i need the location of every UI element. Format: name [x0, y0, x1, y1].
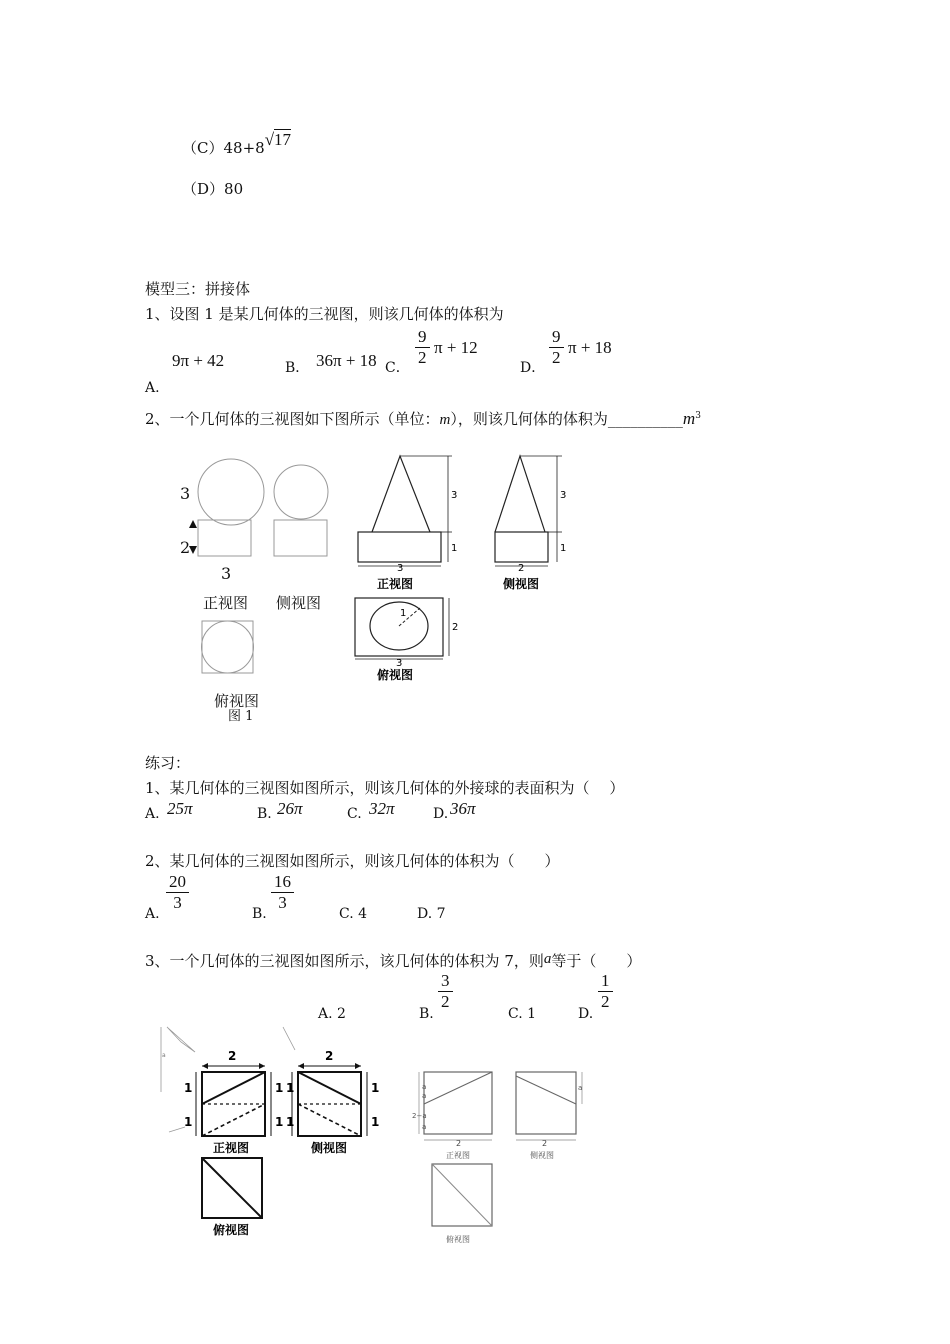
- practice-q3-opt-d-fraction: [598, 972, 613, 1012]
- arrow-up-icon: [189, 520, 197, 528]
- sqrt-radicand: 17: [274, 130, 292, 149]
- fig3-side-row1-right: 1: [371, 1081, 380, 1095]
- q1-option-a-expr: 9π + 42: [172, 351, 225, 370]
- fig1-side-label: 侧视图: [276, 594, 322, 612]
- practice-q1-opt-c-label: C.: [347, 806, 362, 822]
- fig4-side-a: a: [578, 1084, 583, 1092]
- prev-option-c: [182, 130, 292, 158]
- side-view-line: [516, 1076, 576, 1104]
- q1-option-c-fraction: [415, 328, 430, 368]
- practice-q1-opt-a-label: A.: [145, 806, 160, 822]
- question-2-text: [145, 408, 701, 429]
- fraction-denominator: 2: [552, 348, 561, 367]
- practice-q1-opt-b-label: B.: [257, 806, 272, 822]
- side-dim-width: 2: [518, 563, 525, 574]
- fraction-numerator: 9: [549, 328, 564, 348]
- q1-option-a-label: A.: [145, 380, 160, 396]
- front-view-base: [358, 532, 441, 562]
- fig4-front-a2: a: [422, 1092, 427, 1100]
- fig3-side-row2-right: 1: [371, 1115, 380, 1129]
- fig3-front-row2-left: 1: [184, 1115, 193, 1129]
- practice-q1-opt-c-value: 32π: [369, 799, 395, 818]
- front-view-rect: [198, 520, 251, 556]
- arrow-left-icon: [202, 1063, 208, 1069]
- q2-text-b: ），则该几何体的体积为__________: [450, 410, 683, 428]
- prev-option-c-label: （C）48+8: [182, 139, 265, 157]
- fig4-top-label: 俯视图: [446, 1235, 470, 1244]
- fig4-side-width: 2: [542, 1139, 548, 1148]
- faint-sketch: [169, 1127, 185, 1132]
- front-view-rect: [424, 1072, 492, 1134]
- q1-option-d-tail: π + 18: [568, 338, 612, 357]
- top-view-rect: [355, 598, 443, 656]
- fraction-numerator: 3: [438, 972, 453, 992]
- front-view-triangle: [372, 456, 430, 532]
- fig1-dim-mid: 2: [180, 538, 191, 557]
- practice-q3-opt-d-label: D.: [578, 1006, 594, 1022]
- figure-4: [410, 1062, 600, 1250]
- practice-q2-opt-a-label: A.: [145, 906, 160, 922]
- front-view-line: [424, 1072, 492, 1104]
- fig3-front-row1-left: 1: [184, 1081, 193, 1095]
- fig3-side-label: 侧视图: [311, 1141, 348, 1155]
- fig1-caption: 图 1: [228, 709, 254, 724]
- fraction-denominator: 2: [418, 348, 427, 367]
- fig3-front-row2-right: 1: [275, 1115, 284, 1129]
- front-dim-height-base: 1: [451, 543, 458, 554]
- practice-q2-opt-d: D. 7: [417, 906, 446, 922]
- fraction-numerator: 16: [271, 873, 294, 893]
- faint-sketch: [283, 1027, 295, 1050]
- q1-option-d-label: D．: [520, 360, 546, 376]
- q1-option-d-fraction: [549, 328, 564, 368]
- fig1-dim-top: 3: [180, 484, 191, 503]
- fig3-front-label: 正视图: [213, 1141, 250, 1155]
- q1-option-b-expr: 36π + 18: [316, 351, 377, 370]
- unit-m: m: [439, 412, 451, 428]
- q1-option-c-label: C．: [385, 360, 410, 376]
- front-view-diagonal: [202, 1072, 265, 1104]
- section-heading: 模型三：拼接体: [145, 280, 251, 298]
- q2-text-a: 2、一个几何体的三视图如下图所示（单位：: [145, 410, 440, 428]
- fig4-front-a3: a: [422, 1123, 427, 1131]
- fig3-front-row1-right: 1: [275, 1081, 284, 1095]
- arrow-right-icon: [259, 1063, 265, 1069]
- sqrt-sign: √17: [264, 130, 292, 149]
- q1-option-b-label: B．: [285, 360, 310, 376]
- figure-1: [170, 455, 340, 725]
- fig4-two-minus-a: 2−a: [412, 1112, 427, 1120]
- practice-q3-opt-c: C. 1: [508, 1006, 537, 1022]
- arrow-left-icon: [298, 1063, 304, 1069]
- unit-exponent: 3: [695, 411, 701, 421]
- fig4-front-label: 正视图: [446, 1151, 470, 1160]
- prev-option-d: （D）80: [182, 180, 244, 198]
- practice-q2-opt-b-label: B.: [252, 906, 267, 922]
- q3-variable: a: [543, 951, 552, 967]
- practice-q2-opt-b-fraction: [271, 873, 294, 913]
- fraction-numerator: 1: [598, 972, 613, 992]
- fraction-denominator: 2: [441, 992, 450, 1011]
- fraction-numerator: 9: [415, 328, 430, 348]
- front-dim-height-top: 3: [451, 490, 458, 501]
- top-view-circle: [202, 621, 254, 673]
- fig3-side-row1-left: 1: [286, 1081, 295, 1095]
- fig1-dim-bottom: 3: [221, 564, 232, 583]
- side-dim-top: 3: [560, 490, 567, 501]
- top-radius: 1: [400, 608, 407, 619]
- fig1-front-label: 正视图: [203, 594, 249, 612]
- side-view-label: 侧视图: [503, 577, 540, 591]
- front-view-dashed-diagonal: [202, 1104, 265, 1136]
- practice-q1-text: 1、某几何体的三视图如图所示，则该几何体的外接球的表面积为（ ）: [145, 779, 625, 797]
- side-view-triangle: [495, 456, 545, 532]
- practice-q3-opt-b-fraction: [438, 972, 453, 1012]
- practice-q3-opt-a: A. 2: [318, 1006, 346, 1022]
- fig3-side-row2-left: 1: [286, 1115, 295, 1129]
- fig3-a-label: a: [162, 1052, 166, 1059]
- practice-q1-opt-d-label: D.: [433, 806, 449, 822]
- arrow-down-icon: [189, 546, 197, 554]
- side-view-rect: [274, 520, 327, 556]
- fig4-front-a: a: [422, 1083, 427, 1091]
- figure-3: [155, 1022, 390, 1242]
- top-width: 3: [396, 658, 403, 669]
- q3-text-a: 3、一个几何体的三视图如图所示，该几何体的体积为 7，则: [145, 952, 544, 970]
- side-view-base: [495, 532, 548, 562]
- practice-heading: 练习：: [145, 754, 191, 772]
- fig3-top-label: 俯视图: [213, 1223, 250, 1237]
- fig1-top-label: 俯视图: [214, 692, 260, 710]
- practice-q1-opt-a-value: 25π: [167, 799, 193, 818]
- question-1-text: 1、设图 1 是某几何体的三视图，则该几何体的体积为: [145, 305, 504, 323]
- front-view-circle: [198, 459, 264, 525]
- fig3-front-width: 2: [228, 1049, 237, 1063]
- front-dim-width: 3: [397, 563, 404, 574]
- side-view-dashed-diagonal: [298, 1104, 361, 1136]
- q3-text-b: 等于（ ）: [551, 952, 642, 970]
- side-view-diagonal: [298, 1072, 361, 1104]
- arrow-right-icon: [355, 1063, 361, 1069]
- practice-q3-opt-b-label: B.: [419, 1006, 434, 1022]
- fraction-denominator: 3: [278, 893, 287, 912]
- practice-q3-text: [145, 950, 641, 971]
- fraction-numerator: 20: [166, 873, 189, 893]
- fig4-front-width: 2: [456, 1139, 462, 1148]
- faint-sketch: [167, 1027, 195, 1052]
- side-view-circle: [274, 465, 328, 519]
- fraction-denominator: 3: [173, 893, 182, 912]
- practice-q2-opt-c: C. 4: [339, 906, 368, 922]
- fig4-side-label: 侧视图: [530, 1151, 554, 1160]
- practice-q1-opt-b-value: 26π: [277, 799, 303, 818]
- top-depth: 2: [452, 622, 459, 633]
- top-view-label: 俯视图: [377, 668, 414, 682]
- fig3-side-width: 2: [325, 1049, 334, 1063]
- practice-q2-opt-a-fraction: [166, 873, 189, 913]
- top-view-diagonal: [202, 1158, 262, 1218]
- side-dim-base: 1: [560, 543, 567, 554]
- practice-q2-text: 2、某几何体的三视图如图所示，则该几何体的体积为（ ）: [145, 852, 560, 870]
- front-view-label: 正视图: [377, 577, 414, 591]
- fraction-denominator: 2: [601, 992, 610, 1011]
- figure-2: [350, 448, 580, 688]
- top-view-square: [202, 621, 253, 673]
- q1-option-c-tail: π + 12: [434, 338, 478, 357]
- top-view-diagonal: [432, 1164, 492, 1226]
- side-view-rect: [516, 1072, 576, 1134]
- unit-m3: m: [682, 409, 696, 428]
- practice-q1-opt-d-value: 36π: [450, 799, 476, 818]
